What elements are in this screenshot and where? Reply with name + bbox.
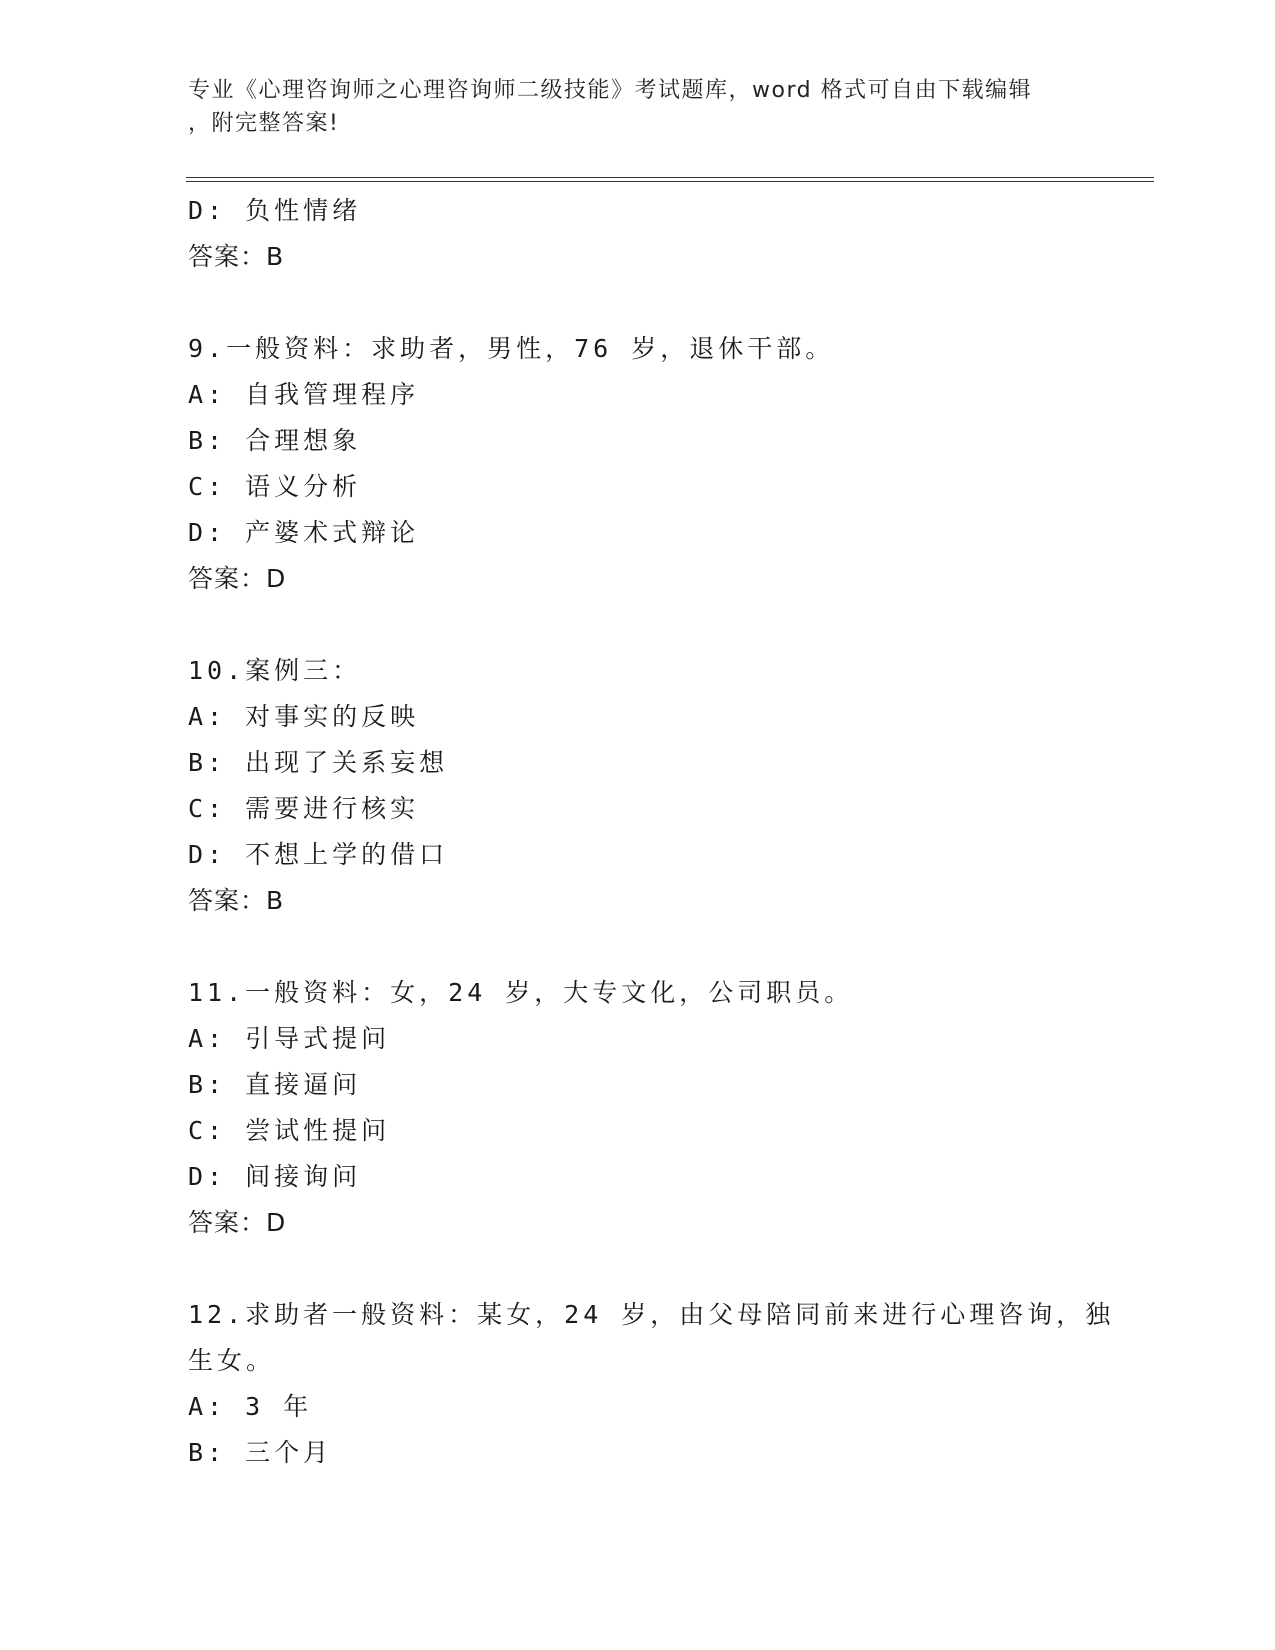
option-c: C: 语义分析 — [188, 472, 362, 501]
answer-line: 答案：D — [188, 1208, 287, 1237]
option-d: D: 负性情绪 — [188, 196, 362, 225]
option-a: A: 3 年 — [188, 1392, 313, 1421]
spacer — [188, 1246, 1148, 1292]
header-title-line-2: ，附完整答案! — [188, 111, 340, 136]
option-b: B: 合理想象 — [188, 426, 362, 455]
option-a: A: 对事实的反映 — [188, 702, 420, 731]
option-c: C: 尝试性提问 — [188, 1116, 391, 1145]
header-rule-bottom — [186, 181, 1154, 182]
spacer — [188, 924, 1148, 970]
option-b: B: 出现了关系妄想 — [188, 748, 449, 777]
option-b: B: 直接逼问 — [188, 1070, 362, 1099]
option-d: D: 不想上学的借口 — [188, 840, 449, 869]
header-rule-top — [186, 177, 1154, 178]
option-d: D: 产婆术式辩论 — [188, 518, 420, 547]
question-list — [188, 188, 1148, 1476]
question-stem-10: 10.案例三： — [188, 656, 362, 685]
answer-line: 答案：B — [188, 242, 285, 271]
question-stem-12-cont: 生女。 — [188, 1346, 276, 1375]
option-d: D: 间接询问 — [188, 1162, 362, 1191]
answer-line: 答案：D — [188, 564, 287, 593]
option-c: C: 需要进行核实 — [188, 794, 420, 823]
option-a: A: 自我管理程序 — [188, 380, 420, 409]
question-stem-12: 12.求助者一般资料：某女，24 岁，由父母陪同前来进行心理咨询，独 — [188, 1300, 1115, 1329]
option-a: A: 引导式提问 — [188, 1024, 391, 1053]
spacer — [188, 602, 1148, 648]
header-title-line: 专业《心理咨询师之心理咨询师二级技能》考试题库，word 格式可自由下载编辑 — [188, 78, 1033, 103]
option-b: B: 三个月 — [188, 1438, 333, 1467]
answer-line: 答案：B — [188, 886, 285, 915]
question-stem-11: 11.一般资料：女，24 岁，大专文化，公司职员。 — [188, 978, 854, 1007]
spacer — [188, 280, 1148, 326]
document-header — [188, 74, 1088, 140]
question-stem-9: 9.一般资料：求助者，男性，76 岁，退休干部。 — [188, 334, 835, 363]
